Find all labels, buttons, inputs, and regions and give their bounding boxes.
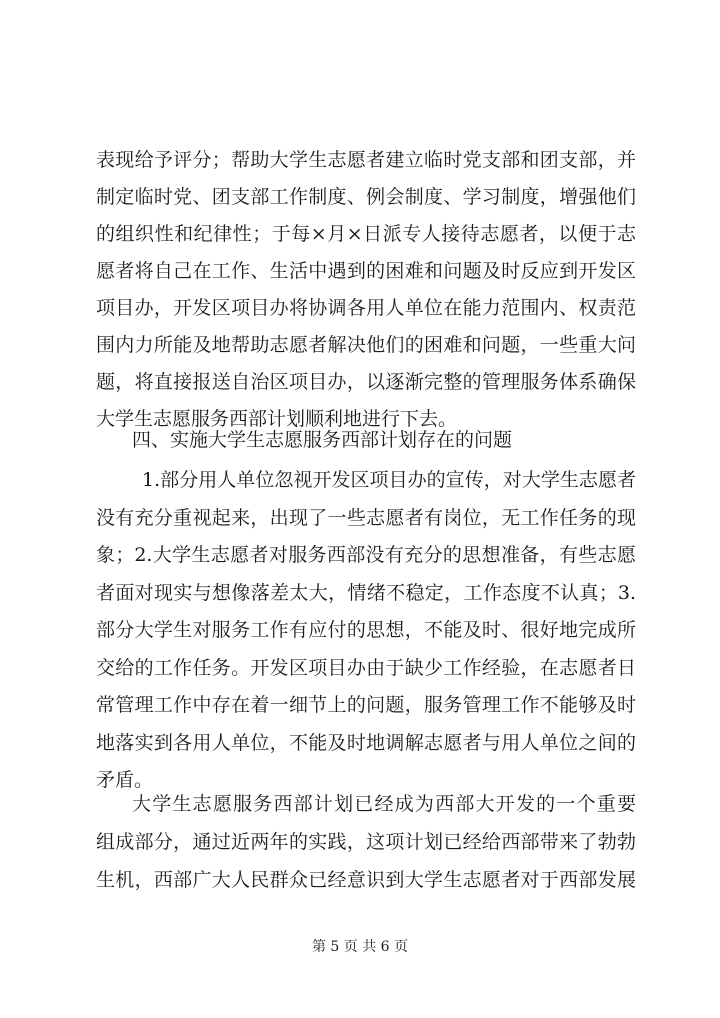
text-line: 表现给予评分；帮助大学生志愿者建立临时党支部和团支部，并 [96,149,636,171]
text-line: 部分大学生对服务工作有应付的思想，不能及时、很好地完成所 [96,619,636,641]
text-line: 没有充分重视起来，出现了一些志愿者有岗位，无工作任务的现 [96,506,636,529]
text-line: 常管理工作中存在着一细节上的问题，服务管理工作不能够及时 [96,694,636,716]
text-line: 生机，西部广大人民群众已经意识到大学生志愿者对于西部发展 [96,869,636,891]
text-line: 象；2.大学生志愿者对服务西部没有充分的思想准备，有些志愿 [96,544,636,566]
text-line: 的组织性和纪律性；于每×月×日派专人接待志愿者，以便于志 [96,223,636,245]
text-line: 题，将直接报送自治区项目办，以逐渐完整的管理服务体系确保 [96,371,636,393]
text-line: 矛盾。 [96,769,154,791]
text-line: 围内力所能及地帮助志愿者解决他们的困难和问题，一些重大问 [96,334,636,356]
text-line: 制定临时党、团支部工作制度、例会制度、学习制度，增强他们 [96,186,636,208]
text-line: 大学生志愿服务西部计划顺利地进行下去。 [96,408,458,430]
text-line: 愿者将自己在工作、生活中遇到的困难和问题及时反应到开发区 [96,260,636,282]
text-line: 大学生志愿服务西部计划已经成为西部大开发的一个重要 [132,793,636,815]
section-heading: 四、实施大学生志愿服务西部计划存在的问题 [132,429,513,451]
page-number-footer: 第 5 页 共 6 页 [311,939,409,955]
text-line: 组成部分，通过近两年的实践，这项计划已经给西部带来了勃勃 [96,831,636,853]
text-line: 者面对现实与想像落差太大，情绪不稳定，工作态度不认真；3. [96,581,636,604]
text-line: 地落实到各用人单位，不能及时地调解志愿者与用人单位之间的 [96,731,636,754]
text-line: 1.部分用人单位忽视开发区项目办的宣传，对大学生志愿者 [142,469,636,491]
text-line: 项目办，开发区项目办将协调各用人单位在能力范围内、权责范 [96,297,636,319]
text-line: 交给的工作任务。开发区项目办由于缺少工作经验，在志愿者日 [96,656,636,679]
